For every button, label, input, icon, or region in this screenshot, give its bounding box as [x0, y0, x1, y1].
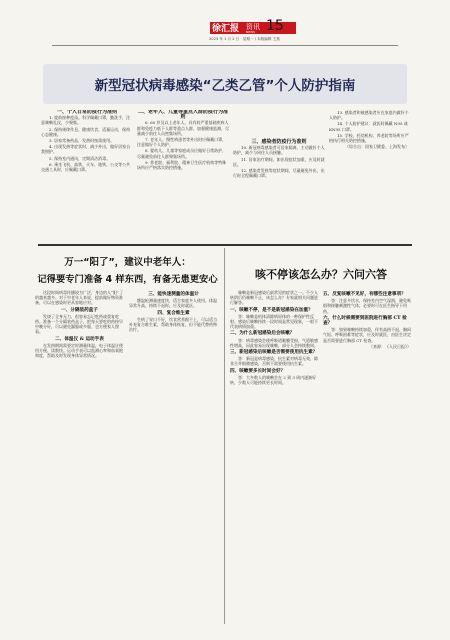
article-subheading: 四、复合维生素 — [157, 310, 190, 316]
guide-heading-2: 二、老年人、儿童等重点人群防疫行为准则 — [137, 110, 228, 121]
page-number: 15 — [266, 18, 284, 34]
guide-item: 15. 学校、托幼机构、养老院等场所应严格执行相关防控措施。 — [329, 132, 409, 144]
right-article — [230, 250, 412, 630]
main-banner — [43, 64, 407, 104]
qa-question: 四、咳嗽要多长时间会好？ — [230, 368, 286, 374]
guide-item: 5. 保持室内通风，定期清洁消毒。 — [49, 155, 111, 161]
qa-question: 五、反复咳嗽不见好，有哪些注意事项？ — [323, 292, 406, 297]
article-source: （来源：《人民日报》） — [369, 343, 411, 349]
right-article-title: 咳不停该怎么办？六问六答 — [255, 268, 387, 281]
guide-item: 8. 婴幼儿、儿童等家庭成员应做好日常防护，尽量避免前往人群聚集场所。 — [137, 148, 227, 159]
masthead-rule — [52, 45, 398, 46]
guide-item: 2. 保持规律作息、健康饮食、适量运动，保持心态健康。 — [41, 126, 131, 137]
qa-answer: 答：如果咳嗽持续加重，伴有高热不退、胸闷气短、呼吸困难等症状，应及时就医，由医生决定是否需要进行胸部 CT 检查。 — [323, 327, 411, 343]
guide-item: 7. 老年人、慢性病患者等外出时应佩戴口罩，注意做好个人防护。 — [137, 137, 227, 148]
guide-column-3 — [233, 110, 325, 240]
article-paragraph: 生病了胃口不好，饮食营养跟不上，可以适当补充复合维生素，帮助身体恢复，但不能代替药物治疗。 — [129, 316, 217, 333]
guide-heading-1: 一、个人日常防疫行为准则 — [56, 110, 117, 115]
qa-answer: 答：注意多饮水，保持室内空气湿润，避免吸烟和接触刺激性气体，必要时可在医生指导下用药。 — [323, 298, 411, 314]
guide-item: 3. 居家常备药品，发热时按需使用。 — [49, 138, 115, 144]
guide-column-1 — [41, 110, 133, 240]
guide-source: （综合自：国家卫健委、上海发布） — [345, 144, 409, 150]
right-article-col-a — [230, 290, 318, 626]
section-name-en: NEWS — [246, 30, 256, 34]
article-paragraph: 额温枪测量速度快，适合家庭多人使用。体温异常升高、持续不退时，应及时就医。 — [129, 298, 217, 309]
article-title: 记得要专门准备 4 样东西，有备无患更安心 — [37, 274, 218, 285]
qa-answer: 答：病毒感染会使呼吸道黏膜受损，气道敏感性增高，因此容易出现咳嗽，部分人会持续数周。 — [230, 337, 318, 348]
article-intro: 咳嗽是新冠感染后最常见的症状之一。不少人转阴后仍咳嗽不止，该怎么办？专家就相关问题进行解答。 — [230, 290, 318, 306]
article-paragraph: 在发热期间需要定时测量体温，电子体温计使用方便、读数快。运动手表可以监测心率和血氧饱和度，帮助及时发现身体异常情况。 — [35, 342, 123, 359]
qa-answer: 答：大多数人的咳嗽会在 2 到 3 周内逐渐好转，少数人可能持续更长时间。 — [230, 374, 317, 386]
guide-column-2 — [137, 110, 229, 240]
guide-item: 10. 新冠病毒感染者可居家隔离，主动做好个人防护，减少与同住人员接触。 — [233, 145, 325, 156]
guide-heading-3: 三、感染者防疫行为准则 — [251, 139, 307, 145]
right-article-col-b — [323, 290, 411, 626]
section-divider — [38, 244, 412, 246]
left-article-col-b — [129, 290, 218, 626]
article-subheading: 一、分隔装药盒子 — [61, 307, 98, 313]
qa-answer: 答：咳嗽是机体清除病原体的一种保护性反射。感染后咳嗽持续一段时间是常见现象，一般不代表病情加重。 — [230, 313, 318, 330]
guide-item: 6. 60 岁及以上老年人、具有较严重基础疾病人群和免疫力低下人群等重点人群，加强健康监测，尽量减少前往人员密集场所。 — [137, 120, 229, 136]
qa-question: 六、什么时候需要到医院进行胸部 CT 检查？ — [323, 315, 407, 327]
guide-item: 13. 感染者和被感染者应在家庭内做好个人防护。 — [329, 110, 409, 121]
paper-name: 徐汇报 — [212, 24, 240, 34]
guide-item: 4. 出现发热等症状时，减少外出，做好居家自我照护。 — [41, 144, 131, 155]
banner-title: 新型冠状病毒感染“乙类乙管”个人防护指南 — [94, 78, 356, 94]
masthead — [0, 0, 450, 64]
article-kicker: 万一“阳了”，建议中老年人： — [64, 257, 191, 268]
guide-item: 9. 养老院、福利院、精神卫生医疗机构等特殊场所应严格落实防控措施。 — [137, 159, 227, 171]
article-subheading: 三、能快速测量的体温计 — [148, 292, 199, 297]
guide-item: 12. 感染者发热等症状期间，尽量避免外出，出行时全程佩戴口罩。 — [233, 168, 325, 179]
qa-question: 三、新冠感染后咳嗽是否需要使用抗生素？ — [230, 350, 318, 356]
masthead-meta: 2023 年 1 月 2 日 星期一 / 本版编辑 王燕 — [209, 37, 280, 41]
column-divider — [224, 248, 225, 624]
guide-item: 14. 个人防护建议：就医时佩戴 N95 或 KN95 口罩。 — [329, 121, 408, 132]
qa-question: 一、咳嗽不停，是不是新冠感染在加重？ — [230, 307, 313, 313]
qa-answer: 答：新冠是病毒感染，抗生素对病毒无效，除非合并细菌感染，否则不需要使用抗生素。 — [230, 356, 318, 367]
article-subheading: 二、体温仪 & 运动手表 — [55, 336, 104, 342]
article-paragraph: 发烧了全身无力，很容易忘记吃药或重复吃药。准备一个分隔装药盒子，把每天要吃的药按早中晚分好，可以避免漏服或多服，也方便家人照看。 — [35, 313, 123, 335]
guide-item: 11. 居家治疗期间，如出现症状加重，应及时就医。 — [233, 156, 325, 167]
left-article-col-a — [35, 290, 124, 626]
section-name: 资讯 — [246, 23, 260, 31]
left-article — [35, 250, 220, 630]
guide-column-4 — [329, 110, 409, 240]
qa-question: 二、为什么新冠感染后会咳嗽？ — [230, 331, 295, 337]
article-intro: 这段时间病毒传播较为广泛，身边的人“阳”了的越来越多。对于中老年人来说，提前做好物资准备，可以在感染时更从容地应对。 — [35, 290, 124, 306]
guide-item: 1. 提前接种疫苗。科学佩戴口罩，勤洗手，注意咳嗽礼仪，少聚集。 — [41, 115, 131, 126]
guide-item: 6. 乘坐飞机、高铁、火车、地铁、公交等公共交通工具时，应佩戴口罩。 — [41, 161, 131, 173]
